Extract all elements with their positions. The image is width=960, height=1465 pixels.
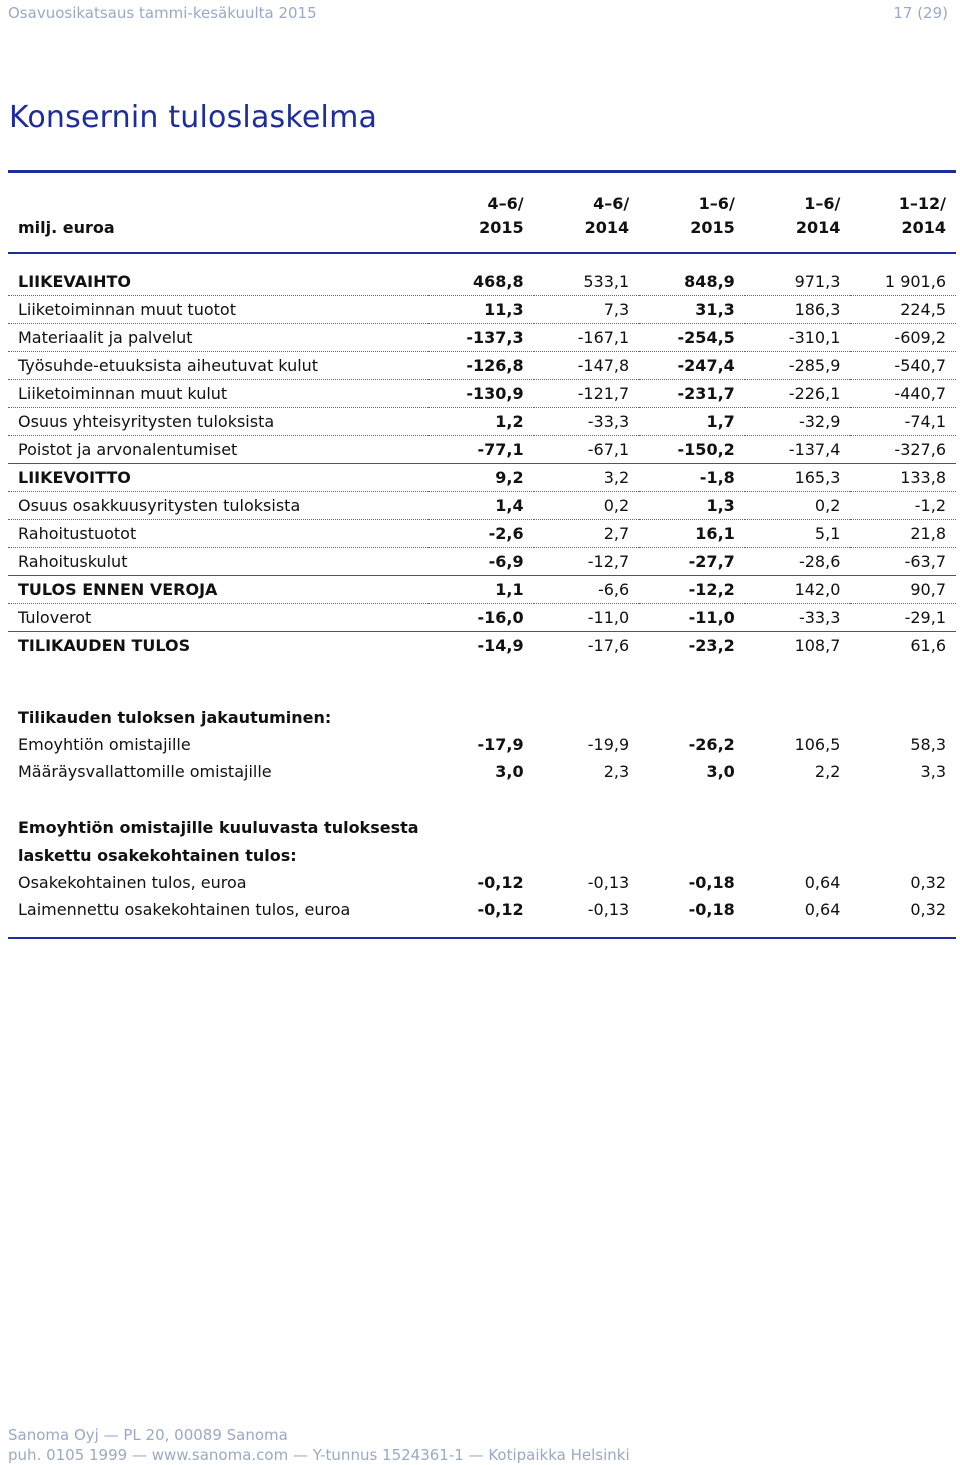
cell-value: 1,4	[428, 492, 534, 520]
cell-value: -11,0	[534, 604, 640, 632]
row-label: Rahoitustuotot	[8, 520, 428, 548]
row-label: LIIKEVAIHTO	[8, 268, 428, 296]
cell-value: 108,7	[794, 636, 841, 655]
cell-value: -0,12	[477, 900, 524, 919]
cell-value: -6,6	[534, 576, 640, 604]
cell-value: -14,9	[477, 636, 524, 655]
row-label: Materiaalit ja palvelut	[8, 324, 428, 352]
footer-address: Sanoma Oyj — PL 20, 00089 Sanoma	[8, 1426, 288, 1444]
cell-value: -1,8	[639, 464, 745, 492]
cell-value: 142,0	[745, 576, 851, 604]
table-row	[8, 548, 956, 576]
cell-value: 1 901,6	[850, 268, 956, 296]
cell-value: -327,6	[850, 436, 956, 464]
cell-value: -11,0	[639, 604, 745, 632]
cell-value: -16,0	[428, 604, 534, 632]
cell-value: 1,1	[428, 576, 534, 604]
cell-value: 165,3	[745, 464, 851, 492]
row-label: Liiketoiminnan muut tuotot	[8, 296, 428, 324]
cell-value: 31,3	[639, 296, 745, 324]
cell-value: 106,5	[794, 735, 841, 754]
cell-value: -0,18	[688, 873, 735, 892]
cell-value: 21,8	[850, 520, 956, 548]
cell-value: 61,6	[910, 636, 946, 655]
cell-value: -254,5	[639, 324, 745, 352]
cell-value: -17,6	[587, 636, 630, 655]
column-header: 4–6/ 2015	[479, 194, 524, 237]
row-label: Laimennettu osakekohtainen tulos, euroa	[18, 900, 351, 919]
cell-value: 2,3	[603, 762, 630, 781]
cell-value: -1,2	[850, 492, 956, 520]
cell-value: 2,2	[814, 762, 841, 781]
table-row	[8, 352, 956, 380]
income-statement-table	[8, 180, 956, 939]
page-header	[0, 0, 960, 30]
row-label: Työsuhde-etuuksista aiheutuvat kulut	[8, 352, 428, 380]
column-header: 1–6/ 2015	[690, 194, 735, 237]
table-row	[8, 731, 956, 758]
cell-value: -19,9	[587, 735, 630, 754]
cell-value: -126,8	[428, 352, 534, 380]
cell-value: -17,9	[477, 735, 524, 754]
cell-value: -12,7	[534, 548, 640, 576]
eps-heading-line1: Emoyhtiön omistajille kuuluvasta tuloksesta	[18, 817, 419, 837]
table-row	[8, 464, 956, 492]
table-row	[8, 408, 956, 436]
cell-value: -231,7	[639, 380, 745, 408]
cell-value: 186,3	[745, 296, 851, 324]
cell-value: -310,1	[745, 324, 851, 352]
cell-value: 848,9	[639, 268, 745, 296]
row-label: Liiketoiminnan muut kulut	[8, 380, 428, 408]
cell-value: -540,7	[850, 352, 956, 380]
eps-heading-row	[8, 841, 956, 869]
cell-value: 0,32	[910, 900, 946, 919]
title-rule	[8, 170, 956, 173]
page-number: 17 (29)	[893, 4, 948, 22]
cell-value: 533,1	[534, 268, 640, 296]
cell-value: 0,2	[534, 492, 640, 520]
cell-value: -137,3	[428, 324, 534, 352]
cell-value: -285,9	[745, 352, 851, 380]
cell-value: -440,7	[850, 380, 956, 408]
row-label: TILIKAUDEN TULOS	[18, 636, 191, 655]
cell-value: 0,64	[804, 873, 841, 892]
cell-value: -6,9	[428, 548, 534, 576]
bottom-rule	[8, 938, 956, 939]
row-label: Emoyhtiön omistajille	[18, 735, 191, 754]
table-row	[8, 896, 956, 923]
cell-value: 5,1	[745, 520, 851, 548]
row-label: Osakekohtainen tulos, euroa	[18, 873, 247, 892]
cell-value: -29,1	[850, 604, 956, 632]
cell-value: -130,9	[428, 380, 534, 408]
cell-value: -67,1	[534, 436, 640, 464]
cell-value: -0,12	[477, 873, 524, 892]
cell-value: -150,2	[639, 436, 745, 464]
table-row	[8, 632, 956, 660]
cell-value: -147,8	[534, 352, 640, 380]
cell-value: 2,7	[534, 520, 640, 548]
cell-value: 224,5	[850, 296, 956, 324]
cell-value: -12,2	[639, 576, 745, 604]
table-row	[8, 380, 956, 408]
table-row	[8, 520, 956, 548]
cell-value: -226,1	[745, 380, 851, 408]
cell-value: 16,1	[639, 520, 745, 548]
table-row	[8, 324, 956, 352]
cell-value: -74,1	[850, 408, 956, 436]
document-title: Osavuosikatsaus tammi-kesäkuulta 2015	[8, 4, 317, 22]
cell-value: 0,64	[804, 900, 841, 919]
row-label: Osuus yhteisyritysten tuloksista	[8, 408, 428, 436]
cell-value: 1,2	[428, 408, 534, 436]
cell-value: -2,6	[428, 520, 534, 548]
table-header-row	[8, 180, 956, 253]
column-header: 1–6/ 2014	[795, 194, 841, 237]
row-label: Tuloverot	[8, 604, 428, 632]
cell-value: -32,9	[745, 408, 851, 436]
cell-value: 3,0	[706, 762, 735, 781]
unit-label: milj. euroa	[18, 218, 115, 237]
table-row	[8, 268, 956, 296]
cell-value: -63,7	[850, 548, 956, 576]
cell-value: 7,3	[534, 296, 640, 324]
row-label: TULOS ENNEN VEROJA	[8, 576, 428, 604]
row-label: Osuus osakkuusyritysten tuloksista	[8, 492, 428, 520]
cell-value: -26,2	[688, 735, 735, 754]
column-header: 1–12/ 2014	[898, 194, 946, 237]
footer-contact: puh. 0105 1999 — www.sanoma.com — Y-tunnus 1524361-1 — Kotipaikka Helsinki	[8, 1446, 630, 1464]
table-row	[8, 576, 956, 604]
row-label: Määräysvallattomille omistajille	[18, 762, 272, 781]
cell-value: 468,8	[428, 268, 534, 296]
cell-value: 3,0	[495, 762, 524, 781]
page-title: Konsernin tuloslaskelma	[9, 100, 378, 135]
cell-value: -33,3	[745, 604, 851, 632]
cell-value: -609,2	[850, 324, 956, 352]
cell-value: 58,3	[910, 735, 946, 754]
table-row	[8, 758, 956, 785]
row-label: Rahoituskulut	[8, 548, 428, 576]
distribution-heading-row	[8, 703, 956, 731]
cell-value: -167,1	[534, 324, 640, 352]
cell-value: -0,18	[688, 900, 735, 919]
row-label: Poistot ja arvonalentumiset	[8, 436, 428, 464]
eps-heading-row	[8, 813, 956, 841]
cell-value: -137,4	[745, 436, 851, 464]
cell-value: 1,7	[639, 408, 745, 436]
table-row	[8, 436, 956, 464]
cell-value: -0,13	[587, 873, 630, 892]
cell-value: 9,2	[428, 464, 534, 492]
cell-value: -247,4	[639, 352, 745, 380]
cell-value: 971,3	[745, 268, 851, 296]
cell-value: 1,3	[639, 492, 745, 520]
cell-value: -77,1	[428, 436, 534, 464]
cell-value: 133,8	[850, 464, 956, 492]
column-header: 4–6/ 2014	[584, 194, 630, 237]
distribution-heading: Tilikauden tuloksen jakautuminen:	[18, 707, 332, 727]
table-row	[8, 604, 956, 632]
cell-value: 0,2	[745, 492, 851, 520]
cell-value: 90,7	[850, 576, 956, 604]
cell-value: 0,32	[910, 873, 946, 892]
table-row	[8, 869, 956, 896]
cell-value: -0,13	[587, 900, 630, 919]
cell-value: 3,2	[534, 464, 640, 492]
cell-value: -121,7	[534, 380, 640, 408]
cell-value: 3,3	[920, 762, 946, 781]
row-label: LIIKEVOITTO	[8, 464, 428, 492]
cell-value: -23,2	[688, 636, 735, 655]
table-row	[8, 492, 956, 520]
eps-heading-line2: laskettu osakekohtainen tulos:	[18, 845, 297, 865]
table-row	[8, 296, 956, 324]
cell-value: -28,6	[745, 548, 851, 576]
cell-value: -33,3	[534, 408, 640, 436]
cell-value: 11,3	[428, 296, 534, 324]
cell-value: -27,7	[639, 548, 745, 576]
